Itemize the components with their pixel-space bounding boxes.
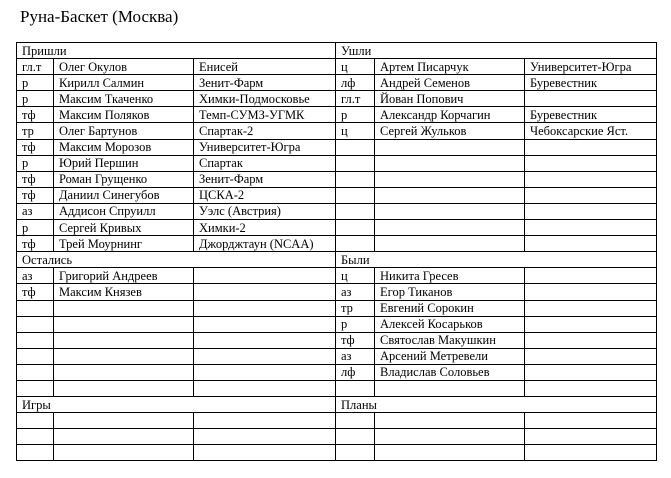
empty-cell — [54, 316, 194, 332]
left-position: ц — [336, 123, 375, 139]
empty-cell — [336, 187, 375, 203]
table-row — [17, 139, 657, 155]
were-position: аз — [336, 284, 375, 300]
empty-cell — [54, 332, 194, 348]
table-row — [17, 348, 657, 364]
empty-cell — [336, 171, 375, 187]
table-row — [17, 123, 657, 139]
arrived-player-name: Олег Бартунов — [54, 123, 194, 139]
empty-cell — [17, 316, 54, 332]
empty-cell — [525, 268, 657, 284]
left-player-name: Артем Писарчук — [375, 59, 525, 75]
empty-cell — [336, 413, 375, 429]
left-to-club — [525, 91, 657, 107]
left-to-club: Буревестник — [525, 107, 657, 123]
empty-cell — [194, 380, 336, 396]
left-position: ц — [336, 59, 375, 75]
empty-cell — [54, 413, 194, 429]
were-player-name: Алексей Косарьков — [375, 316, 525, 332]
empty-cell — [54, 364, 194, 380]
table-row — [17, 220, 657, 236]
empty-cell — [525, 220, 657, 236]
arrived-position: р — [17, 75, 54, 91]
arrived-position: тф — [17, 139, 54, 155]
stayed-position: аз — [17, 268, 54, 284]
empty-cell — [525, 203, 657, 219]
were-player-name: Святослав Макушкин — [375, 332, 525, 348]
empty-cell — [525, 139, 657, 155]
empty-cell — [375, 413, 525, 429]
table-row — [17, 187, 657, 203]
arrived-position: р — [17, 155, 54, 171]
empty-cell — [336, 139, 375, 155]
arrived-position: р — [17, 220, 54, 236]
arrived-player-name: Трей Моурнинг — [54, 236, 194, 252]
section-header-row — [17, 397, 657, 413]
arrived-from-club: Химки-2 — [194, 220, 336, 236]
arrived-position: гл.т — [17, 59, 54, 75]
section-header-row — [17, 252, 657, 268]
were-player-name: Егор Тиканов — [375, 284, 525, 300]
arrived-player-name: Максим Морозов — [54, 139, 194, 155]
empty-cell — [336, 236, 375, 252]
section-header-row — [17, 43, 657, 59]
left-player-name: Сергей Жульков — [375, 123, 525, 139]
arrived-from-club: Зенит-Фарм — [194, 171, 336, 187]
were-player-name: Владислав Соловьев — [375, 364, 525, 380]
were-position: лф — [336, 364, 375, 380]
arrived-from-club: ЦСКА-2 — [194, 187, 336, 203]
empty-cell — [54, 348, 194, 364]
arrived-from-club: Темп-СУМЗ-УГМК — [194, 107, 336, 123]
empty-cell — [375, 429, 525, 445]
stayed-player-name: Максим Князев — [54, 284, 194, 300]
were-position: тф — [336, 332, 375, 348]
empty-cell — [525, 445, 657, 461]
table-row — [17, 203, 657, 219]
empty-cell — [525, 364, 657, 380]
left-to-club: Буревестник — [525, 75, 657, 91]
arrived-player-name: Юрий Першин — [54, 155, 194, 171]
empty-cell — [375, 155, 525, 171]
arrived-position: тр — [17, 123, 54, 139]
table-row — [17, 332, 657, 348]
empty-cell — [54, 380, 194, 396]
empty-cell — [525, 348, 657, 364]
empty-cell — [194, 348, 336, 364]
arrived-player-name: Сергей Кривых — [54, 220, 194, 236]
empty-cell — [525, 429, 657, 445]
table-row — [17, 445, 657, 461]
table-row — [17, 380, 657, 396]
arrived-position: тф — [17, 187, 54, 203]
empty-cell — [375, 380, 525, 396]
arrived-player-name: Аддисон Спруилл — [54, 203, 194, 219]
empty-cell — [17, 332, 54, 348]
empty-cell — [194, 332, 336, 348]
stayed-section-header: Остались — [17, 252, 336, 268]
arrived-position: р — [17, 91, 54, 107]
page-title: Руна-Баскет (Москва) — [20, 7, 179, 26]
arrived-from-club: Зенит-Фарм — [194, 75, 336, 91]
empty-cell — [17, 413, 54, 429]
table-row — [17, 316, 657, 332]
left-to-club: Университет-Югра — [525, 59, 657, 75]
empty-cell — [194, 300, 336, 316]
left-player-name: Андрей Семенов — [375, 75, 525, 91]
empty-cell — [17, 348, 54, 364]
empty-cell — [375, 187, 525, 203]
empty-cell — [17, 445, 54, 461]
empty-cell — [525, 155, 657, 171]
were-position: аз — [336, 348, 375, 364]
table-row — [17, 236, 657, 252]
table-row — [17, 413, 657, 429]
empty-cell — [336, 380, 375, 396]
left-position: гл.т — [336, 91, 375, 107]
arrived-from-club: Спартак — [194, 155, 336, 171]
empty-cell — [525, 380, 657, 396]
arrived-from-club: Джорджтаун (NCAA) — [194, 236, 336, 252]
table-row — [17, 284, 657, 300]
empty-cell — [336, 445, 375, 461]
were-player-name: Арсений Метревели — [375, 348, 525, 364]
arrived-player-name: Максим Ткаченко — [54, 91, 194, 107]
empty-cell — [375, 220, 525, 236]
empty-cell — [375, 139, 525, 155]
plans-section-header: Планы — [336, 397, 657, 413]
empty-cell — [54, 445, 194, 461]
left-section-header: Ушли — [336, 43, 657, 59]
arrived-player-name: Даниил Синегубов — [54, 187, 194, 203]
arrived-from-club: Енисей — [194, 59, 336, 75]
arrived-player-name: Кирилл Салмин — [54, 75, 194, 91]
arrived-position: тф — [17, 107, 54, 123]
empty-cell — [525, 413, 657, 429]
table-row — [17, 91, 657, 107]
empty-cell — [194, 413, 336, 429]
stayed-position: тф — [17, 284, 54, 300]
arrived-position: аз — [17, 203, 54, 219]
arrived-player-name: Максим Поляков — [54, 107, 194, 123]
were-position: р — [336, 316, 375, 332]
empty-cell — [17, 429, 54, 445]
empty-cell — [194, 429, 336, 445]
empty-cell — [525, 187, 657, 203]
empty-cell — [525, 236, 657, 252]
empty-cell — [525, 332, 657, 348]
empty-cell — [525, 316, 657, 332]
left-player-name: Йован Попович — [375, 91, 525, 107]
empty-cell — [525, 171, 657, 187]
table-row — [17, 429, 657, 445]
empty-cell — [54, 429, 194, 445]
empty-cell — [375, 203, 525, 219]
roster-table — [16, 42, 657, 461]
left-position: р — [336, 107, 375, 123]
arrived-from-club: Спартак-2 — [194, 123, 336, 139]
games-section-header: Игры — [17, 397, 336, 413]
empty-cell — [336, 203, 375, 219]
empty-cell — [375, 445, 525, 461]
empty-cell — [525, 300, 657, 316]
empty-cell — [194, 364, 336, 380]
were-section-header: Были — [336, 252, 657, 268]
empty-cell — [194, 268, 336, 284]
were-position: ц — [336, 268, 375, 284]
empty-cell — [17, 364, 54, 380]
empty-cell — [17, 380, 54, 396]
empty-cell — [336, 220, 375, 236]
table-row — [17, 155, 657, 171]
arrived-player-name: Олег Окулов — [54, 59, 194, 75]
table-row — [17, 364, 657, 380]
table-row — [17, 107, 657, 123]
empty-cell — [375, 171, 525, 187]
table-row — [17, 171, 657, 187]
were-player-name: Евгений Сорокин — [375, 300, 525, 316]
left-to-club: Чебоксарские Яст. — [525, 123, 657, 139]
table-row — [17, 59, 657, 75]
table-row — [17, 300, 657, 316]
left-position: лф — [336, 75, 375, 91]
empty-cell — [194, 284, 336, 300]
empty-cell — [375, 236, 525, 252]
arrived-position: тф — [17, 171, 54, 187]
arrived-player-name: Роман Грущенко — [54, 171, 194, 187]
empty-cell — [17, 300, 54, 316]
empty-cell — [336, 429, 375, 445]
empty-cell — [336, 155, 375, 171]
empty-cell — [194, 316, 336, 332]
arrived-from-club: Химки-Подмосковье — [194, 91, 336, 107]
arrived-from-club: Университет-Югра — [194, 139, 336, 155]
stayed-player-name: Григорий Андреев — [54, 268, 194, 284]
table-row — [17, 268, 657, 284]
arrived-section-header: Пришли — [17, 43, 336, 59]
table-row — [17, 75, 657, 91]
arrived-position: тф — [17, 236, 54, 252]
empty-cell — [525, 284, 657, 300]
were-position: тр — [336, 300, 375, 316]
empty-cell — [54, 300, 194, 316]
were-player-name: Никита Гресев — [375, 268, 525, 284]
left-player-name: Александр Корчагин — [375, 107, 525, 123]
empty-cell — [194, 445, 336, 461]
arrived-from-club: Уэлс (Австрия) — [194, 203, 336, 219]
